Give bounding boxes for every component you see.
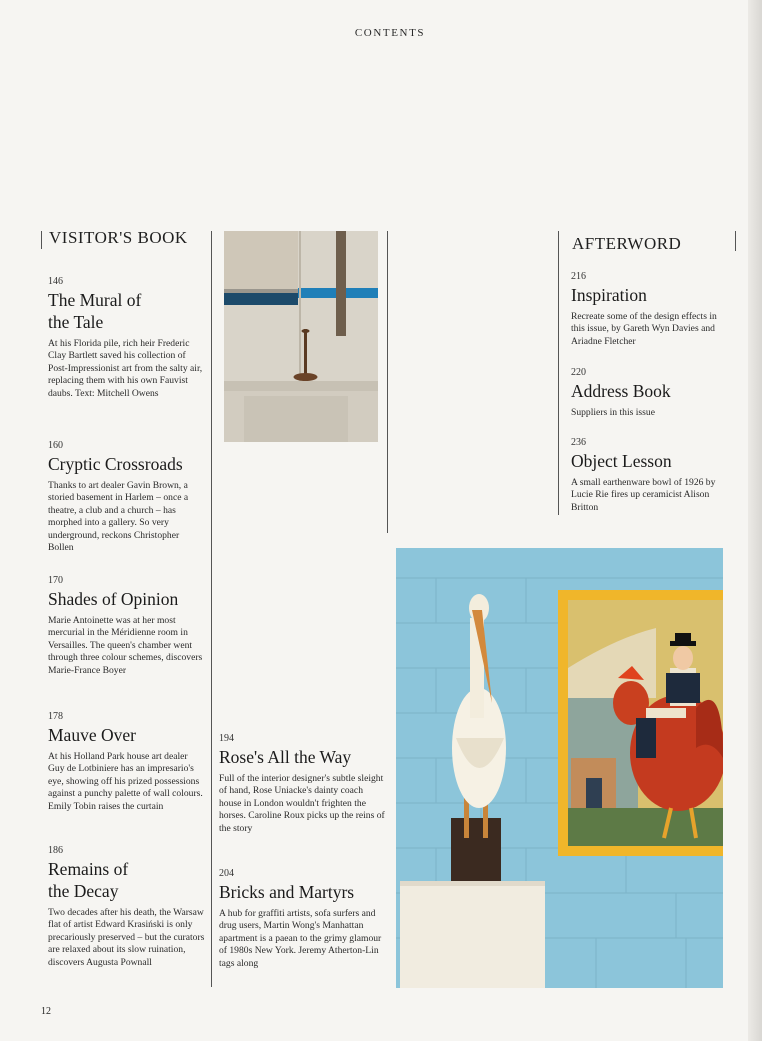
contents-entry[interactable]	[219, 868, 385, 970]
contents-entry[interactable]	[571, 271, 731, 348]
contents-entry[interactable]	[571, 437, 731, 514]
entry-title: Bricks and Martyrs	[219, 882, 355, 902]
entry-description: Suppliers in this issue	[571, 407, 655, 418]
entry-page-number: 194	[219, 733, 234, 744]
interior-photo-stork-painting	[396, 548, 723, 988]
page-number: 12	[41, 1006, 51, 1017]
entry-description: Full of the interior designer's subtle sleight of hand, Rose Uniacke's dainty coach house in London wouldn't frighten the horses. Caroline Roux picks up the reins of the story	[219, 773, 385, 834]
entry-title: The Mural of the Tale	[48, 290, 142, 332]
entry-title: Shades of Opinion	[48, 589, 179, 609]
entry-page-number: 160	[48, 440, 63, 451]
entry-title: Object Lesson	[571, 451, 672, 471]
entry-page-number: 204	[219, 868, 234, 879]
column-rule-right	[735, 231, 736, 251]
entry-page-number: 220	[571, 367, 586, 378]
entry-title: Mauve Over	[48, 725, 136, 745]
column-rule-1	[211, 231, 212, 987]
entry-title: Cryptic Crossroads	[48, 454, 183, 474]
contents-entry[interactable]	[48, 845, 206, 969]
entry-title: Inspiration	[571, 285, 647, 305]
interior-photo-candlestick	[224, 231, 378, 442]
entry-title: Rose's All the Way	[219, 747, 352, 767]
column-rule-3	[558, 231, 559, 515]
entry-title: Address Book	[571, 381, 671, 401]
section-title-visitors-book: VISITOR'S BOOK	[49, 228, 188, 247]
page-edge	[748, 0, 762, 1041]
page-header: CONTENTS	[354, 27, 426, 39]
entry-description: A hub for graffiti artists, sofa surfers and drug users, Martin Wong's Manhattan apartment is a paean to the grimy glamour of 1980s New York. Jeremy Atherton-Lin tags along	[219, 908, 382, 969]
section-title-afterword: AFTERWORD	[572, 234, 682, 253]
contents-entry[interactable]	[48, 276, 206, 400]
entry-page-number: 178	[48, 711, 63, 722]
entry-description: A small earthenware bowl of 1926 by Lucie Rie fires up ceramicist Alison Britton	[571, 477, 716, 513]
entry-page-number: 236	[571, 437, 586, 448]
entry-page-number: 170	[48, 575, 63, 586]
column-rule-left	[41, 231, 42, 249]
entry-description: Marie Antoinette was at her most mercurial in the Méridienne room in Versailles. The queen's chamber went through three colour schemes, discovers Marie-France Boyer	[48, 615, 203, 676]
entry-description: Two decades after his death, the Warsaw flat of artist Edward Krasiński is only precariously preserved – but the curators are relaxed about its slow ruination, discovers Augusta Pownall	[48, 907, 205, 968]
entry-description: Recreate some of the design effects in this issue, by Gareth Wyn Davies and Ariadne Fletcher	[571, 311, 717, 347]
contents-entry[interactable]	[48, 440, 206, 554]
entry-description: Thanks to art dealer Gavin Brown, a storied basement in Harlem – once a theatre, a club and a church – has morphed into a gallery. So very underground, reckons Christopher Bollen	[48, 480, 189, 554]
entry-title: Remains of the Decay	[48, 859, 129, 901]
contents-entry[interactable]	[48, 711, 206, 813]
contents-entry[interactable]	[219, 733, 385, 835]
column-rule-2	[387, 231, 388, 533]
entry-description: At his Florida pile, rich heir Frederic Clay Bartlett saved his collection of Post-Impressionist art from the salty air, replacing them with his own Fauvist daubs. Text: Mitchell Owens	[48, 338, 203, 399]
entry-page-number: 186	[48, 845, 63, 856]
entry-page-number: 216	[571, 271, 586, 282]
entry-description: At his Holland Park house art dealer Guy de Lotbiniere has an impresario's eye, showing off his prized possessions against a punchy palette of wall colours. Emily Tobin raises the curtain	[48, 751, 203, 812]
contents-entry[interactable]	[48, 575, 206, 677]
contents-entry[interactable]	[571, 367, 731, 419]
entry-page-number: 146	[48, 276, 63, 287]
